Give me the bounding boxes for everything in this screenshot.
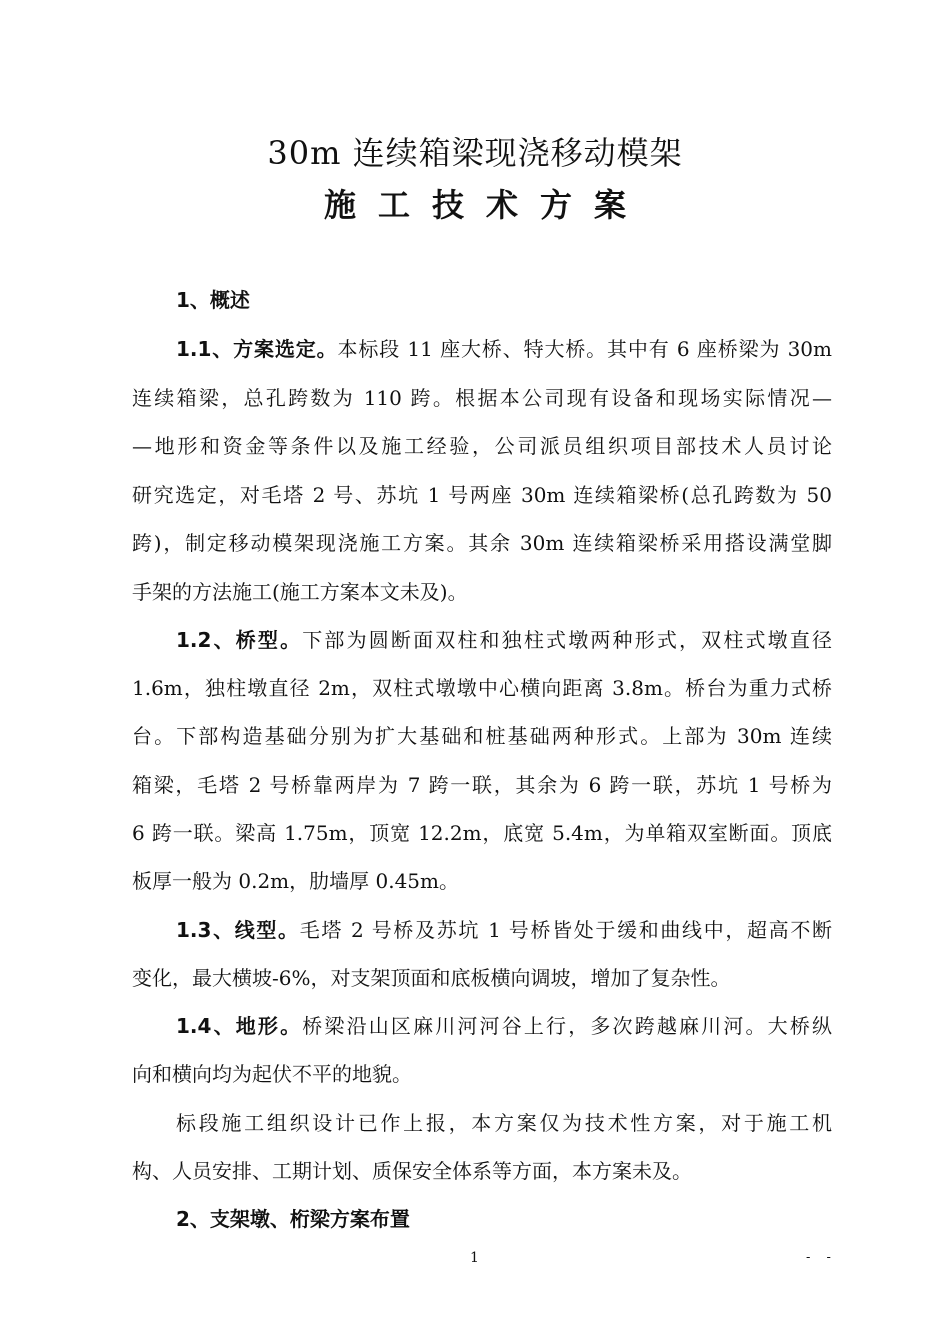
section-1-heading: 1、概述 bbox=[176, 288, 250, 312]
paragraph-1-4-line-2: 向和横向均为起伏不平的地貌。 bbox=[132, 1062, 412, 1086]
paragraph-1-3-label: 1.3、线型。 bbox=[176, 918, 300, 942]
paragraph-1-1-line-1 bbox=[132, 336, 832, 362]
paragraph-1-3-text: 毛塔 2 号桥及苏坑 1 号桥皆处于缓和曲线中，超高不断 bbox=[299, 918, 832, 942]
paragraph-1-1-line-6: 手架的方法施工(施工方案本文未及)。 bbox=[132, 580, 468, 604]
paragraph-1-1-label: 1.1、方案选定。 bbox=[176, 337, 338, 361]
paragraph-1-1-line-5: 跨)，制定移动模架现浇施工方案。其余 30m 连续箱梁桥采用搭设满堂脚 bbox=[132, 531, 832, 555]
footer-marks: - - bbox=[806, 1250, 837, 1265]
paragraph-1-2-text: 下部为圆断面双柱和独柱式墩两种形式，双柱式墩直径 bbox=[302, 628, 832, 652]
document-title-line2: 施工技术方案 bbox=[323, 186, 648, 224]
paragraph-1-2-line-1 bbox=[132, 627, 832, 653]
paragraph-1-4-label: 1.4、地形。 bbox=[176, 1014, 303, 1038]
paragraph-1-1-line-2: 连续箱梁，总孔跨数为 110 跨。根据本公司现有设备和现场实际情况— bbox=[132, 386, 832, 410]
paragraph-1-4-line-1 bbox=[132, 1013, 832, 1039]
paragraph-1-2-line-5: 6 跨一联。梁高 1.75m，顶宽 12.2m，底宽 5.4m，为单箱双室断面。顶底 bbox=[132, 821, 832, 845]
paragraph-1-1-line-4: 研究选定，对毛塔 2 号、苏坑 1 号两座 30m 连续箱梁桥(总孔跨数为 50 bbox=[132, 483, 832, 507]
paragraph-1-4-text: 桥梁沿山区麻川河河谷上行，多次跨越麻川河。大桥纵 bbox=[302, 1014, 832, 1038]
paragraph-1-3-line-1 bbox=[132, 917, 832, 943]
section-2-heading: 2、支架墩、桁梁方案布置 bbox=[176, 1207, 410, 1231]
document-title-line1: 30m 连续箱梁现浇移动模架 bbox=[267, 134, 683, 172]
paragraph-1-2-line-4: 箱梁，毛塔 2 号桥靠两岸为 7 跨一联，其余为 6 跨一联，苏坑 1 号桥为 bbox=[132, 773, 832, 797]
paragraph-1-5-line-1: 标段施工组织设计已作上报，本方案仅为技术性方案，对于施工机 bbox=[176, 1111, 832, 1135]
paragraph-1-2-label: 1.2、桥型。 bbox=[176, 628, 303, 652]
page-number: 1 bbox=[470, 1250, 479, 1266]
paragraph-1-1-text: 本标段 11 座大桥、特大桥。其中有 6 座桥梁为 30m bbox=[337, 337, 832, 361]
paragraph-1-5-line-2: 构、人员安排、工期计划、质保安全体系等方面，本方案未及。 bbox=[132, 1159, 692, 1183]
paragraph-1-3-line-2: 变化，最大横坡-6%，对支架顶面和底板横向调坡，增加了复杂性。 bbox=[132, 966, 731, 990]
paragraph-1-2-line-2: 1.6m，独柱墩直径 2m，双柱式墩墩中心横向距离 3.8m。桥台为重力式桥 bbox=[132, 676, 832, 700]
paragraph-1-1-line-3: —地形和资金等条件以及施工经验，公司派员组织项目部技术人员讨论 bbox=[132, 434, 832, 458]
paragraph-1-2-line-3: 台。下部构造基础分别为扩大基础和桩基础两种形式。上部为 30m 连续 bbox=[132, 724, 832, 748]
paragraph-1-2-line-6: 板厚一般为 0.2m，肋墙厚 0.45m。 bbox=[132, 869, 459, 893]
